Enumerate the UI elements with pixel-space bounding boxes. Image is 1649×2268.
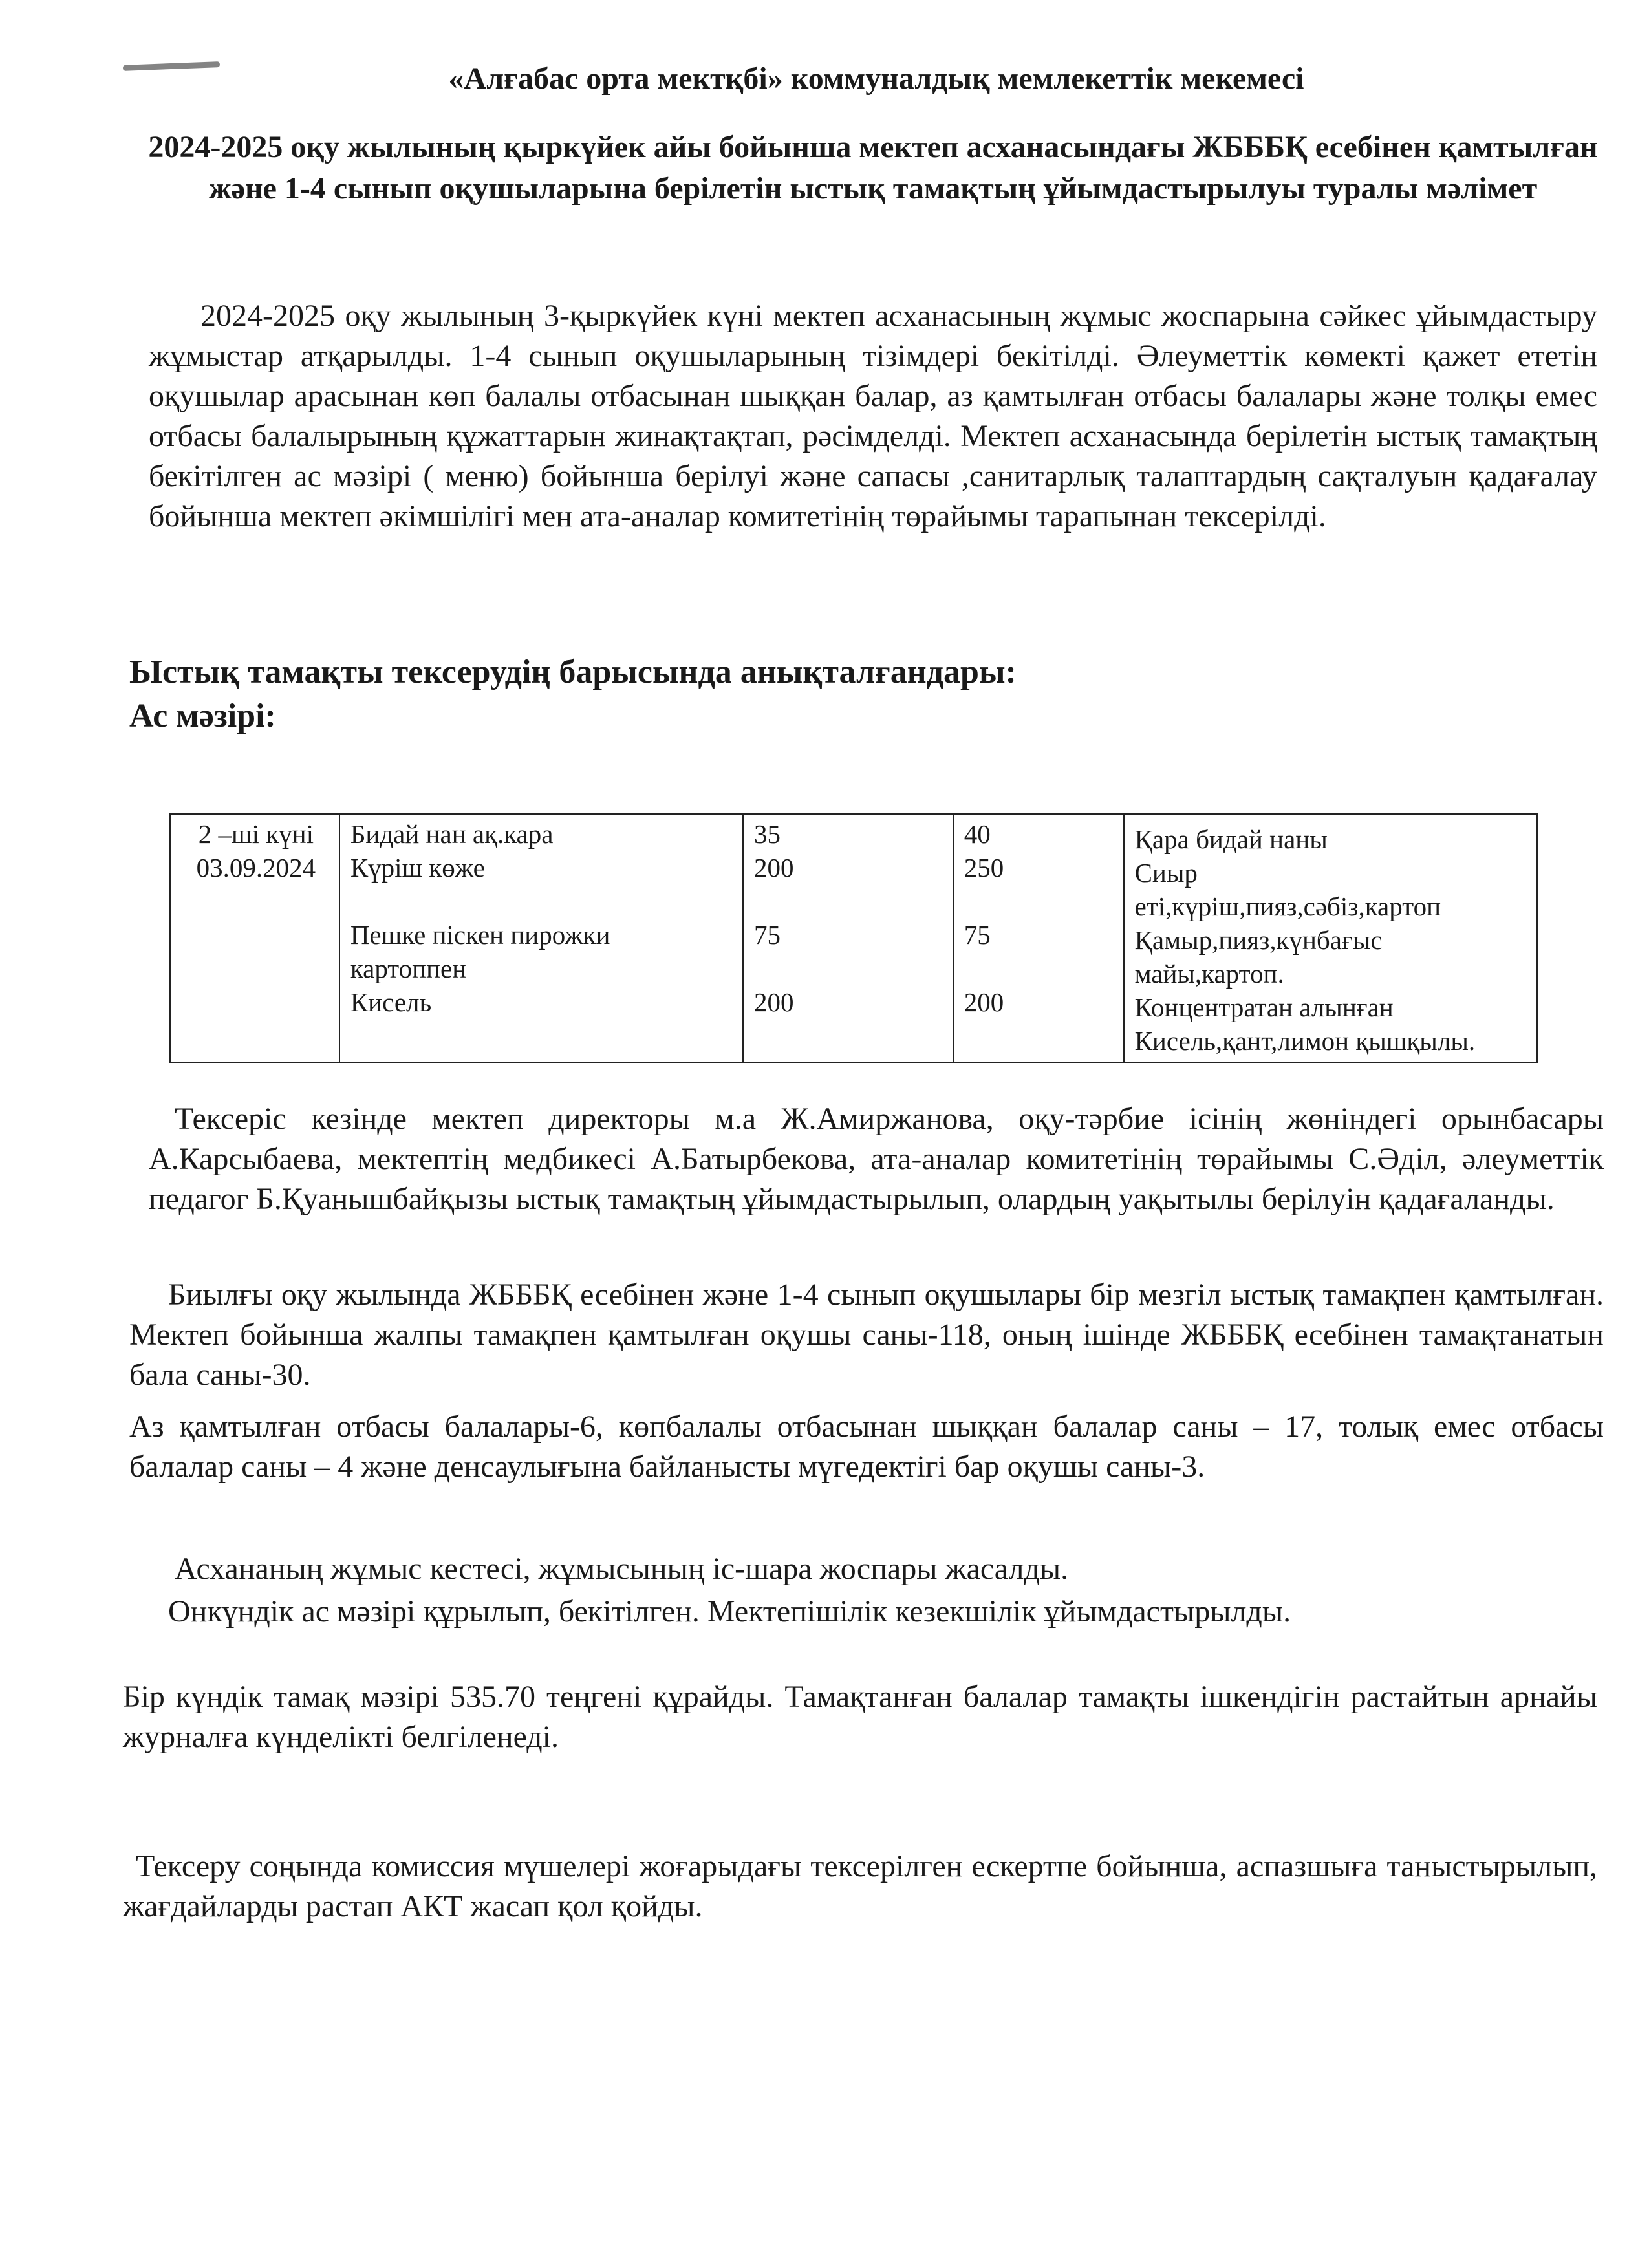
portion-b: 250: [964, 853, 1004, 883]
ingredients: Кисель,қант,лимон қышқылы.: [1134, 1026, 1476, 1056]
menu-day-cell: [170, 814, 339, 1062]
portion-a: 35: [753, 819, 781, 849]
closing-paragraph: Тексеру соңында комиссия мүшелері жоғарыдағы тексерілген ескертпе бойынша, аспазшыға таныстырылып, жағдайларды растап АКТ жасап қол қойды.: [123, 1849, 1597, 1923]
menu-portion-b-cell: [953, 814, 1124, 1062]
menu-table: [169, 813, 1538, 1063]
portion-a: 200: [753, 853, 794, 883]
menu-ingredients-cell: [1124, 814, 1537, 1062]
portion-b: 200: [964, 987, 1004, 1017]
menu-dish-cell: [339, 814, 743, 1062]
inspection-paragraph: Тексеріс кезінде мектеп директоры м.а Ж.Амиржанова, оқу-тәрбие ісінің жөніндегі орынбасары А.Карсыбаева, мектептің медбикесі А.Батырбекова, ата-аналар комитетінің төрайымы С.Әділ, әлеуметтік педагог Б.Қуанышбайқызы ыстық тамақтың ұйымдастырылып, олардың уақытылы берілуін қадағаланды.: [149, 1102, 1604, 1216]
menu-day-label: 2 –ші күні: [198, 819, 314, 849]
menu-day-date: 03.09.2024: [196, 853, 316, 883]
portion-a: 200: [753, 987, 794, 1017]
coverage-paragraph: Биылғы оқу жылында ЖБББҚ есебінен және 1-4 сынып оқушылары бір мезгіл ыстық тамақпен қамтылған. Мектеп бойынша жалпы тамақпен қамтылған оқушы саны-118, оның ішінде ЖБББҚ есебінен тамақтанатын бала саны-30.: [129, 1278, 1604, 1392]
ingredients: Сиыр: [1134, 858, 1198, 888]
document-title: 2024-2025 оқу жылының қыркүйек айы бойынша мектеп асханасындағы ЖБББҚ есебінен қамтылған және 1-4 сынып оқушыларына берілетін ыстық тамақтың ұйымдастырылуы туралы мәлімет: [148, 130, 1598, 206]
ingredients: Қара бидай наны: [1134, 824, 1328, 854]
dish-name: картоппен: [350, 954, 467, 983]
dish-name: Пешке піскен пирожки: [350, 920, 610, 950]
dish-name: Кисель: [350, 987, 432, 1017]
ten-day-menu-paragraph: Онкүндік ас мәзірі құрылып, бекітілген. Мектепішілік кезекшілік ұйымдастырылды.: [168, 1594, 1291, 1629]
organization-name: «Алғабас орта мектқбі» коммуналдық мемлекеттік мекемесі: [448, 61, 1304, 96]
ingredients: Қамыр,пияз,күнбағыс: [1134, 925, 1383, 955]
families-paragraph: Аз қамтылған отбасы балалары-6, көпбалалы отбасынан шыққан балалар саны – 17, толық емес отбасы балалар саны – 4 және денсаулығына байланысты мүгедектігі бар оқушы саны-3.: [129, 1409, 1604, 1484]
table-row: [170, 814, 1537, 1062]
ingredients: майы,картоп.: [1134, 959, 1284, 989]
dish-name: Күріш көже: [350, 853, 485, 883]
intro-paragraph: 2024-2025 оқу жылының 3-қыркүйек күні мектеп асханасының жұмыс жоспарына сәйкес ұйымдастыру жұмыстар атқарылды. 1-4 сынып оқушыларының тізімдері бекітілді. Әлеуметтік көмекті қажет ететін оқушылар арасынан көп балалы отбасынан шыққан балар, аз қамтылған отбасы балалары және толқы емес отбасы балалырының құжаттарын жинақтақтап, рәсімделді. Мектеп асханасында берілетін ыстық тамақтың бекітілген ас мәзірі ( меню) бойынша берілуі және сапасы ,санитарлық талаптардың сақталуын қадағалау бойынша мектеп әкімшілігі мен ата-аналар комитетінің төрайымы тарапынан тексерілді.: [149, 299, 1597, 533]
menu-heading: Ас мәзірі:: [129, 698, 276, 734]
dish-name: Бидай нан ақ.кара: [350, 819, 554, 849]
portion-b: 75: [964, 920, 991, 950]
ingredients: Концентратан алынған: [1134, 992, 1394, 1022]
ingredients: еті,күріш,пияз,сәбіз,картоп: [1134, 892, 1441, 921]
findings-heading: Ыстық тамақты тексерудің барысында анықталғандары:: [129, 654, 1017, 690]
schedule-line: Асхананың жұмыс кестесі, жұмысының іс-шара жоспары жасалды.: [175, 1552, 1069, 1586]
portion-a: 75: [753, 920, 781, 950]
menu-portion-a-cell: [743, 814, 953, 1062]
meal-cost-paragraph: Бір күндік тамақ мәзірі 535.70 теңгені құрайды. Тамақтанған балалар тамақты ішкендігін растайтын арнайы журналға күнделікті белгіленеді.: [123, 1680, 1597, 1754]
portion-b: 40: [964, 819, 991, 849]
